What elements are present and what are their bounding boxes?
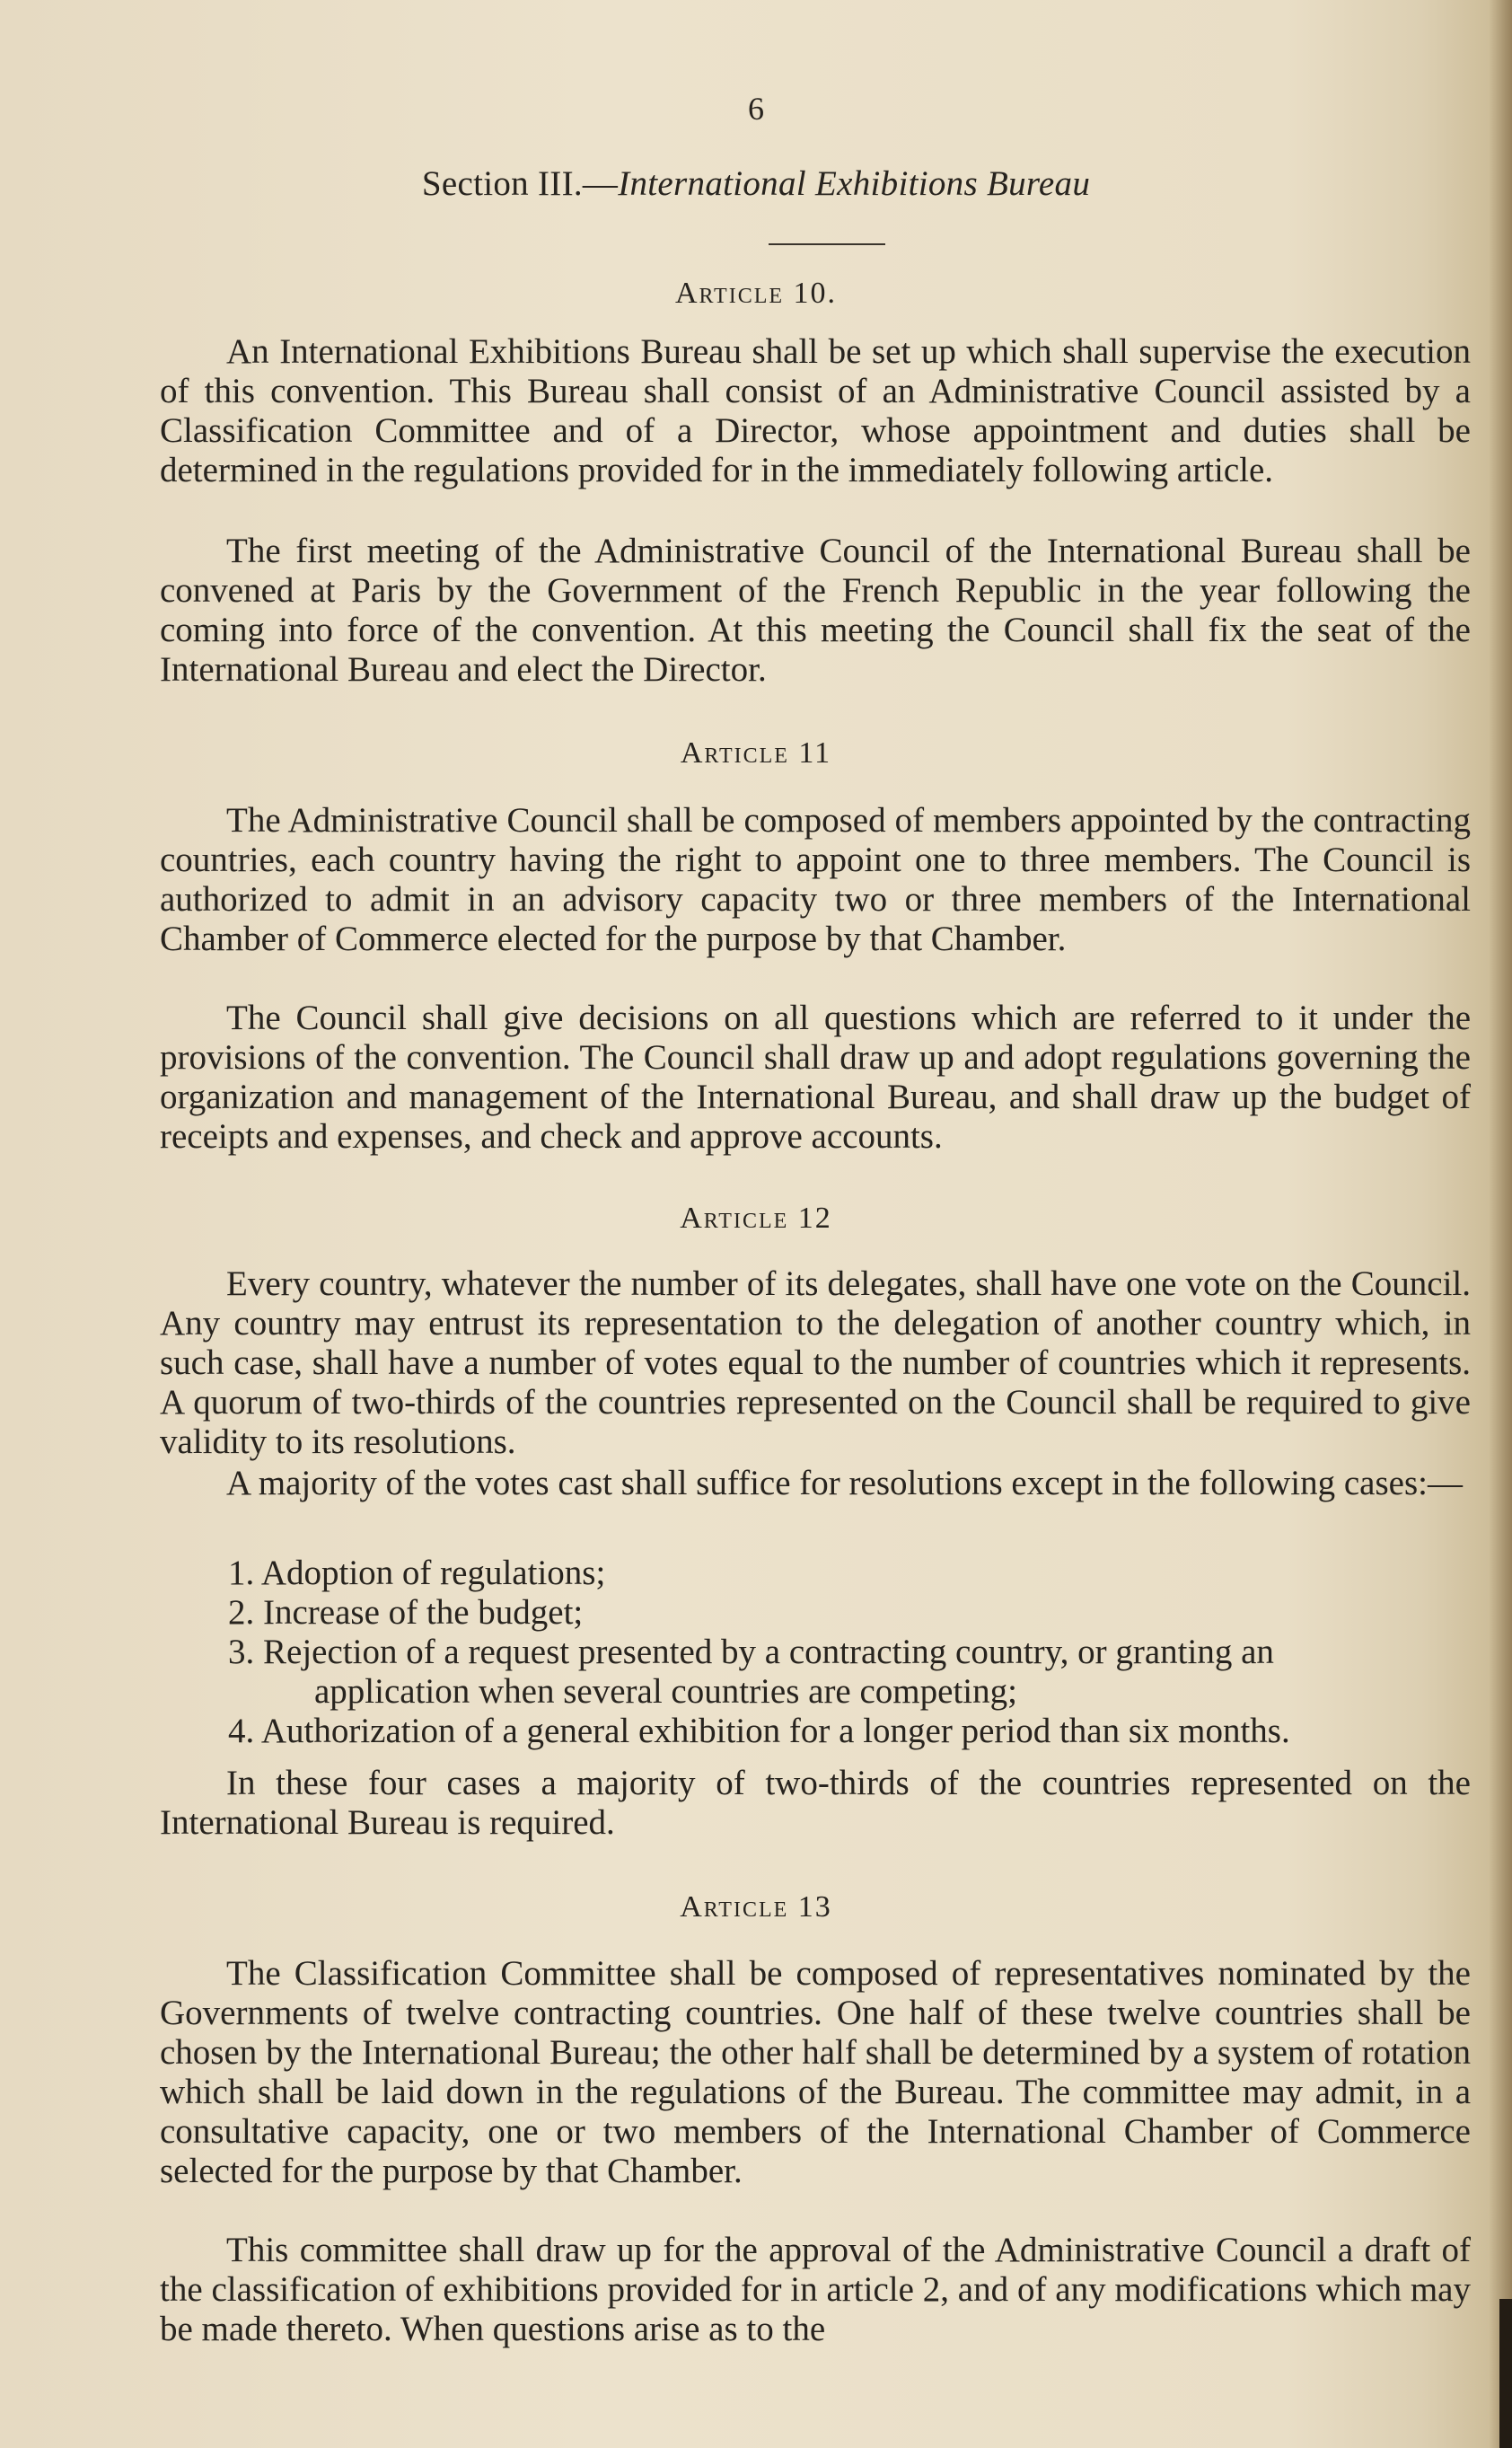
article-10-paragraph-1: An International Exhibitions Bureau shall be set up which shall supervise the execution of this convention. This Bureau shall consist of an Administrative Council assisted by a Classification Committee and of a Director, whose appointment and duties shall be determined in the regulations provided for in the immediately following article.: [160, 332, 1471, 489]
list-item-continuation: application when several countries are competing;: [314, 1672, 1017, 1711]
list-item: 4. Authorization of a general exhibition for a longer period than six months.: [228, 1712, 1290, 1750]
article-12-heading: Article 12: [680, 1202, 832, 1235]
article-12-paragraph-1: Every country, whatever the number of its delegates, shall have one vote on the Council. Any country may entrust its representation to the delegation of another country which, in such case, shall have a number of votes equal to the number of countries which it represents. A quorum of two-thirds of the countries represented on the Council shall be required to give validity to its resolutions.: [160, 1264, 1471, 1461]
article-10-paragraph-2: The first meeting of the Administrative Council of the International Bureau shall be convened at Paris by the Government of the French Republic in the year following the coming into force of the convention. At this meeting the Council shall fix the seat of the International Bureau and elect the Director.: [160, 532, 1471, 689]
list-item: 1. Adoption of regulations;: [228, 1554, 606, 1592]
page-number: 6: [748, 91, 764, 127]
binding-edge: [1499, 2299, 1512, 2448]
article-13-paragraph-1: The Classification Committee shall be composed of representatives nominated by the Governments of twelve contracting countries. One half of these twelve countries shall be chosen by the International Bureau; the other half shall be determined by a system of rotation which shall be laid down in the regulations of the Bureau. The committee may admit, in a consultative capacity, one or two members of the International Chamber of Commerce selected for the purpose by that Chamber.: [160, 1954, 1471, 2190]
list-item: 2. Increase of the budget;: [228, 1593, 584, 1632]
article-10-heading: Article 10.: [674, 277, 838, 310]
section-title: International Exhibitions Bureau: [618, 164, 1091, 203]
section-prefix: Section III.—: [421, 164, 619, 203]
article-13-paragraph-2: This committee shall draw up for the approval of the Administrative Council a draft of the classification of exhibitions provided for in article 2, and of any modifications which may be made thereto. When questions arise as to the: [160, 2231, 1471, 2348]
section-heading: [0, 163, 1512, 204]
page-edge-shadow: [1489, 0, 1512, 2448]
article-11-paragraph-2: The Council shall give decisions on all questions which are referred to it under the provisions of the convention. The Council shall draw up and adopt regulations governing the organization and management of the International Bureau, and shall draw up the budget of receipts and expenses, and check and approve accounts.: [160, 999, 1471, 1156]
article-11-heading: Article 11: [680, 736, 832, 770]
heading-divider: [769, 243, 885, 245]
article-12-paragraph-2: A majority of the votes cast shall suffice for resolutions except in the following cases:—: [226, 1464, 1463, 1502]
article-13-heading: Article 13: [680, 1890, 832, 1924]
article-11-paragraph-1: The Administrative Council shall be composed of members appointed by the contracting countries, each country having the right to appoint one to three members. The Council is authorized to admit in an advisory capacity two or three members of the International Chamber of Commerce elected for the purpose by that Chamber.: [160, 801, 1471, 958]
list-item: 3. Rejection of a request presented by a contracting country, or granting an: [228, 1633, 1274, 1671]
article-12-closing-paragraph: In these four cases a majority of two-thirds of the countries represented on the International Bureau is required.: [160, 1764, 1471, 1842]
